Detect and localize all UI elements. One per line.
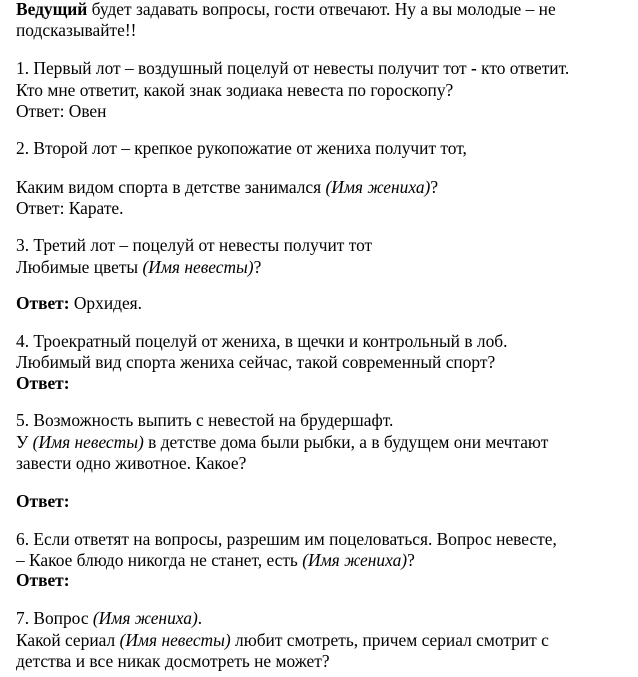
q7-line3 [16, 650, 330, 672]
q2-answer [16, 197, 124, 219]
intro-paragraph-line2 [16, 19, 136, 41]
q3-bride-name-placeholder: (Имя невесты) [142, 257, 254, 277]
q6-groom-name-placeholder: (Имя жениха) [302, 550, 408, 570]
q4-answer-label: Ответ: [16, 373, 70, 393]
q2-line1-text: 2. Второй лот – крепкое рукопожатие от жениха получит тот, [16, 138, 467, 158]
q5-question-line3: завести одно животное. Какое? [16, 453, 247, 473]
q5-line2 [16, 431, 548, 453]
q2-line2 [16, 176, 438, 198]
q7-question-start: Какой сериал [16, 630, 120, 650]
q5-line3 [16, 452, 246, 474]
q3-line1-text: 3. Третий лот – поцелуй от невесты получит тот [16, 235, 373, 255]
q5-answer-label: Ответ: [16, 491, 70, 511]
q3-line2 [16, 256, 261, 278]
q1-answer [16, 100, 106, 122]
q5-answer [16, 490, 70, 512]
q6-answer-label: Ответ: [16, 570, 70, 590]
intro-text-line2: подсказывайте!! [16, 20, 137, 40]
q2-line1 [16, 137, 467, 159]
q3-answer-label: Ответ: [16, 293, 70, 313]
q7-groom-name-placeholder: (Имя жениха) [92, 608, 198, 628]
q7-line1-start: 7. Вопрос [16, 608, 93, 628]
q7-line1-end: . [197, 608, 203, 628]
q1-line2 [16, 79, 453, 101]
q2-groom-name-placeholder: (Имя жениха) [325, 177, 431, 197]
q4-answer [16, 372, 70, 394]
q5-question-end: в детстве дома были рыбки, а в будущем они мечтают [143, 432, 549, 452]
q3-question-start: Любимые цветы [16, 257, 143, 277]
intro-text-line1: будет задавать вопросы, гости отвечают. Ну а вы молодые – не [87, 0, 556, 19]
q3-line1 [16, 234, 372, 256]
q3-question-end: ? [253, 257, 262, 277]
q6-answer [16, 569, 70, 591]
q4-line2 [16, 351, 495, 373]
q1-line1-text: 1. Первый лот – воздушный поцелуй от невесты получит тот [16, 58, 467, 78]
intro-paragraph-line1 [16, 0, 556, 20]
q5-line1-text: 5. Возможность выпить с невестой на брудершафт. [16, 410, 394, 430]
q7-line2 [16, 629, 549, 651]
q6-line2 [16, 549, 415, 571]
q4-line1 [16, 330, 507, 352]
q6-line1 [16, 528, 557, 550]
q6-question-start: – Какое блюдо никогда не станет, есть [16, 550, 303, 570]
host-label: Ведущий [16, 0, 88, 19]
q7-question-end: любит смотреть, причем сериал смотрит с [230, 630, 549, 650]
q2-question-start: Каким видом спорта в детстве занимался [16, 177, 326, 197]
q1-answer-text: Ответ: Овен [16, 101, 107, 121]
q2-question-end: ? [430, 177, 439, 197]
q5-bride-name-placeholder: (Имя невесты) [32, 432, 144, 452]
q2-answer-text: Ответ: Карате. [16, 198, 124, 218]
q5-line1 [16, 409, 393, 431]
q6-question-end: ? [407, 550, 415, 570]
q1-line1-end: кто ответит. [481, 58, 570, 78]
q6-line1-text: 6. Если ответят на вопросы, разрешим им поцеловаться. Вопрос невесте, [16, 529, 557, 549]
q5-question-start: У [16, 432, 33, 452]
q4-line1-text: 4. Троекратный поцелуй от жениха, в щечки и контрольный в лоб. [16, 331, 508, 351]
q1-line1-dash: - [466, 58, 482, 78]
q1-question: Кто мне ответит, какой знак зодиака невеста по гороскопу? [16, 80, 454, 100]
q7-bride-name-placeholder: (Имя невесты) [119, 630, 231, 650]
q7-line1 [16, 607, 202, 629]
q4-question: Любимый вид спорта жениха сейчас, такой современный спорт? [16, 352, 496, 372]
q3-answer [16, 292, 142, 314]
q7-question-line3: детства и все никак досмотреть не может? [16, 651, 330, 671]
q3-answer-value: Орхидея. [69, 293, 143, 313]
q1-line1 [16, 57, 569, 79]
